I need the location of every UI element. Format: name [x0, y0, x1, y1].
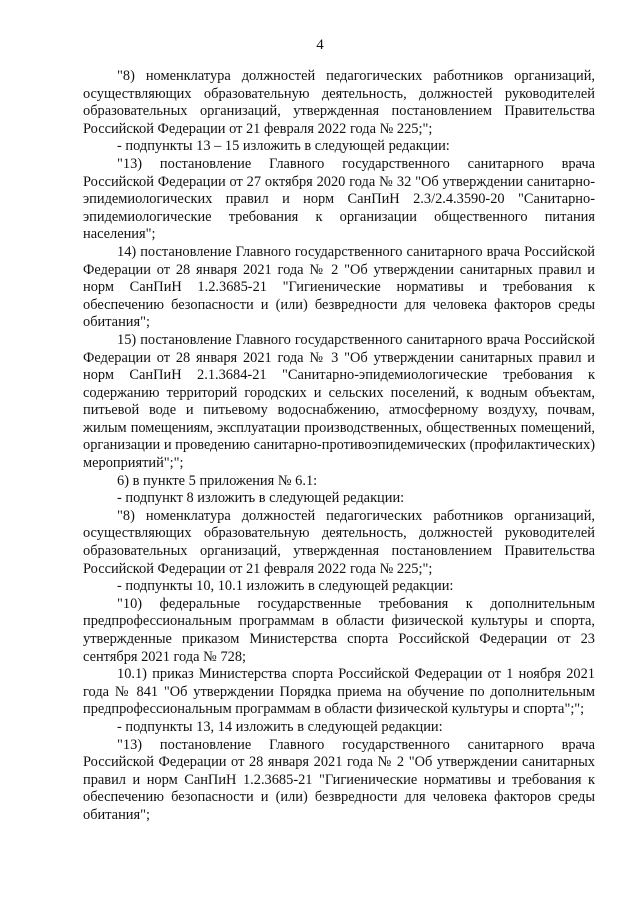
paragraph-4: 14) постановление Главного государственного санитарного врача Российской Федерации от 28 января 2021 года № 2 "Об утверждении санитарных правил и норм СанПиН 1.2.3685-21 "Гигиенические нормативы и требования к обеспечению безопасности и (или) безвредности для человека факторов среды обитания"; — [83, 243, 595, 331]
document-body — [83, 68, 595, 825]
paragraph-11: 10.1) приказ Министерства спорта Российской Федерации от 1 ноября 2021 года № 841 "Об утверждении Порядка приема на обучение по дополнительным предпрофессиональным программам в области физической культуры и спорта";"; — [83, 666, 595, 718]
paragraph-5: 15) постановление Главного государственного санитарного врача Российской Федерации от 28 января 2021 года № 3 "Об утверждении санитарных правил и норм СанПиН 2.1.3684-21 "Санитарно-эпидемиологические требования к содержанию территорий городских и сельских поселений, к водным объектам, питьевой воде и питьевому водоснабжению, атмосферному воздуху, почвам, жилым помещениям, эксплуатации производственных, общественных помещений, организации и проведению санитарно-противоэпидемических (профилактических) мероприятий";"; — [83, 331, 595, 472]
paragraph-3: "13) постановление Главного государственного санитарного врача Российской Федерации от 27 октября 2020 года № 32 "Об утверждении санитарно-эпидемиологических правил и норм СанПиН 2.3/2.4.3590-20 "Санитарно-эпидемиологические требования к организации общественного питания населения"; — [83, 155, 595, 243]
paragraph-9: - подпункты 10, 10.1 изложить в следующей редакции: — [117, 578, 454, 595]
paragraph-1: "8) номенклатура должностей педагогических работников организаций, осуществляющих образовательную деятельность, должностей руководителей образовательных организаций, утвержденная постановлением Правительства Российской Федерации от 21 февраля 2022 года № 225;"; — [83, 68, 595, 137]
paragraph-2: - подпункты 13 – 15 изложить в следующей редакции: — [117, 138, 450, 155]
paragraph-6: 6) в пункте 5 приложения № 6.1: — [117, 472, 318, 489]
paragraph-8: "8) номенклатура должностей педагогических работников организаций, осуществляющих образовательную деятельность, должностей руководителей образовательных организаций, утвержденная постановлением Правительства Российской Федерации от 21 февраля 2022 года № 225;"; — [83, 507, 595, 577]
paragraph-13: "13) постановление Главного государственного санитарного врача Российской Федерации от 28 января 2021 года № 2 "Об утверждении санитарных правил и норм СанПиН 1.2.3685-21 "Гигиенические нормативы и требования к обеспечению безопасности и (или) безвредности для человека факторов среды обитания"; — [83, 736, 595, 823]
paragraph-7: - подпункт 8 изложить в следующей редакции: — [117, 490, 405, 507]
paragraph-10: "10) федеральные государственные требования к дополнительным предпрофессиональным программам в области физической культуры и спорта, утвержденные приказом Министерства спорта Российской Федерации от 23 сентября 2021 года № 728; — [83, 595, 595, 665]
page-number: 4 — [316, 37, 324, 53]
paragraph-12: - подпункты 13, 14 изложить в следующей редакции: — [117, 718, 443, 735]
